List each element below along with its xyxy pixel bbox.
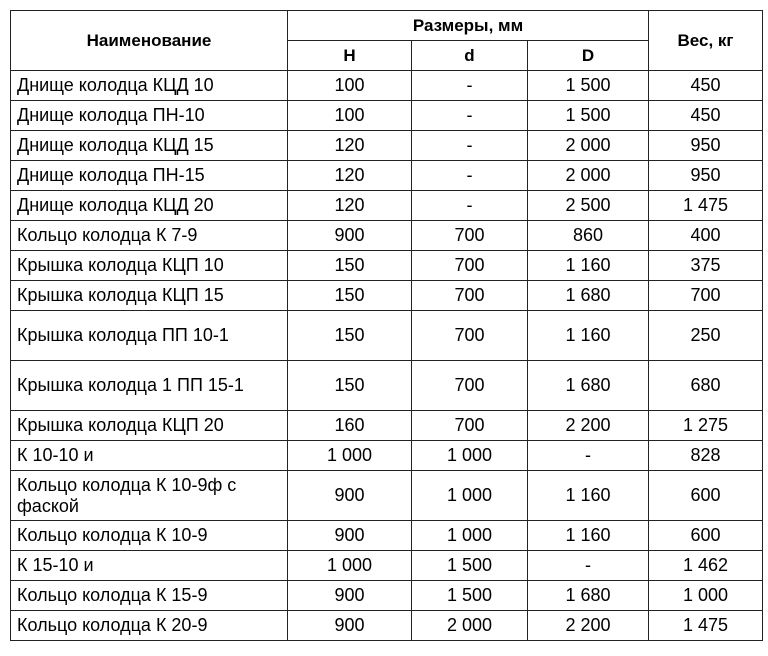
header-d-large: D (528, 41, 649, 71)
cell-weight: 1 462 (649, 551, 763, 581)
table-row (11, 521, 763, 551)
table-row (11, 361, 763, 411)
table-row (11, 581, 763, 611)
cell-h: 100 (288, 71, 412, 101)
cell-weight: 1 000 (649, 581, 763, 611)
table-row (11, 551, 763, 581)
cell-d-small: - (412, 101, 528, 131)
cell-d-small: 1 500 (412, 581, 528, 611)
table-row (11, 71, 763, 101)
cell-h: 120 (288, 191, 412, 221)
cell-d-large: 2 000 (528, 131, 649, 161)
table-row (11, 251, 763, 281)
cell-h: 900 (288, 471, 412, 521)
cell-d-small: 700 (412, 251, 528, 281)
cell-weight: 1 475 (649, 191, 763, 221)
cell-d-large: 1 680 (528, 361, 649, 411)
cell-d-large: 860 (528, 221, 649, 251)
cell-h: 150 (288, 281, 412, 311)
cell-weight: 450 (649, 71, 763, 101)
cell-h: 150 (288, 361, 412, 411)
table-row (11, 611, 763, 641)
cell-name: Днище колодца ПН-15 (11, 161, 288, 191)
cell-h: 160 (288, 411, 412, 441)
cell-weight: 1 475 (649, 611, 763, 641)
products-table (10, 10, 763, 641)
cell-d-large: 2 200 (528, 611, 649, 641)
cell-d-small: 700 (412, 221, 528, 251)
cell-name: Днище колодца КЦД 20 (11, 191, 288, 221)
cell-name: Кольцо колодца К 7-9 (11, 221, 288, 251)
cell-d-large: 2 200 (528, 411, 649, 441)
cell-d-large: 1 160 (528, 251, 649, 281)
cell-h: 900 (288, 611, 412, 641)
cell-weight: 680 (649, 361, 763, 411)
table-row (11, 191, 763, 221)
cell-weight: 600 (649, 471, 763, 521)
cell-d-small: 1 000 (412, 441, 528, 471)
table-row (11, 131, 763, 161)
cell-d-small: 700 (412, 281, 528, 311)
cell-d-small: 1 000 (412, 521, 528, 551)
cell-h: 1 000 (288, 441, 412, 471)
table-row (11, 311, 763, 361)
table-row (11, 161, 763, 191)
cell-weight: 450 (649, 101, 763, 131)
cell-d-small: - (412, 131, 528, 161)
cell-h: 900 (288, 521, 412, 551)
cell-weight: 700 (649, 281, 763, 311)
header-name: Наименование (11, 11, 288, 71)
cell-name: Кольцо колодца К 15-9 (11, 581, 288, 611)
cell-d-small: 700 (412, 361, 528, 411)
cell-name: Крышка колодца 1 ПП 15-1 (11, 361, 288, 411)
cell-d-large: 2 500 (528, 191, 649, 221)
cell-d-large: 1 680 (528, 581, 649, 611)
header-h: H (288, 41, 412, 71)
table-row (11, 411, 763, 441)
cell-name: Днище колодца ПН-10 (11, 101, 288, 131)
header-d-small: d (412, 41, 528, 71)
cell-weight: 400 (649, 221, 763, 251)
cell-d-small: - (412, 71, 528, 101)
cell-h: 900 (288, 581, 412, 611)
cell-d-large: 1 160 (528, 521, 649, 551)
cell-h: 900 (288, 221, 412, 251)
cell-name: Крышка колодца КЦП 15 (11, 281, 288, 311)
cell-h: 120 (288, 161, 412, 191)
cell-d-large: 2 000 (528, 161, 649, 191)
cell-d-small: 1 500 (412, 551, 528, 581)
header-weight: Вес, кг (649, 11, 763, 71)
table-row (11, 441, 763, 471)
cell-weight: 600 (649, 521, 763, 551)
cell-name: Кольцо колодца К 10-9 (11, 521, 288, 551)
cell-d-large: 1 160 (528, 311, 649, 361)
cell-d-small: - (412, 161, 528, 191)
table-row (11, 101, 763, 131)
table-row (11, 221, 763, 251)
cell-h: 1 000 (288, 551, 412, 581)
cell-weight: 250 (649, 311, 763, 361)
cell-weight: 950 (649, 131, 763, 161)
cell-h: 150 (288, 311, 412, 361)
cell-d-large: - (528, 551, 649, 581)
cell-d-small: 1 000 (412, 471, 528, 521)
cell-name: Днище колодца КЦД 15 (11, 131, 288, 161)
cell-name: К 10-10 и (11, 441, 288, 471)
table-row (11, 281, 763, 311)
cell-d-large: - (528, 441, 649, 471)
cell-name: Кольцо колодца К 20-9 (11, 611, 288, 641)
cell-h: 100 (288, 101, 412, 131)
cell-d-small: 700 (412, 311, 528, 361)
cell-name: Крышка колодца ПП 10-1 (11, 311, 288, 361)
cell-h: 150 (288, 251, 412, 281)
cell-h: 120 (288, 131, 412, 161)
cell-d-small: 700 (412, 411, 528, 441)
table-row (11, 471, 763, 521)
cell-d-small: 2 000 (412, 611, 528, 641)
cell-d-small: - (412, 191, 528, 221)
cell-name: Крышка колодца КЦП 10 (11, 251, 288, 281)
cell-name: К 15-10 и (11, 551, 288, 581)
cell-weight: 950 (649, 161, 763, 191)
cell-name: Крышка колодца КЦП 20 (11, 411, 288, 441)
table-body (11, 71, 763, 641)
cell-d-large: 1 160 (528, 471, 649, 521)
cell-weight: 375 (649, 251, 763, 281)
cell-d-large: 1 500 (528, 71, 649, 101)
cell-weight: 1 275 (649, 411, 763, 441)
cell-d-large: 1 500 (528, 101, 649, 131)
cell-weight: 828 (649, 441, 763, 471)
cell-name: Кольцо колодца К 10-9ф с фаской (11, 471, 288, 521)
cell-name: Днище колодца КЦД 10 (11, 71, 288, 101)
cell-d-large: 1 680 (528, 281, 649, 311)
header-sizes: Размеры, мм (288, 11, 649, 41)
